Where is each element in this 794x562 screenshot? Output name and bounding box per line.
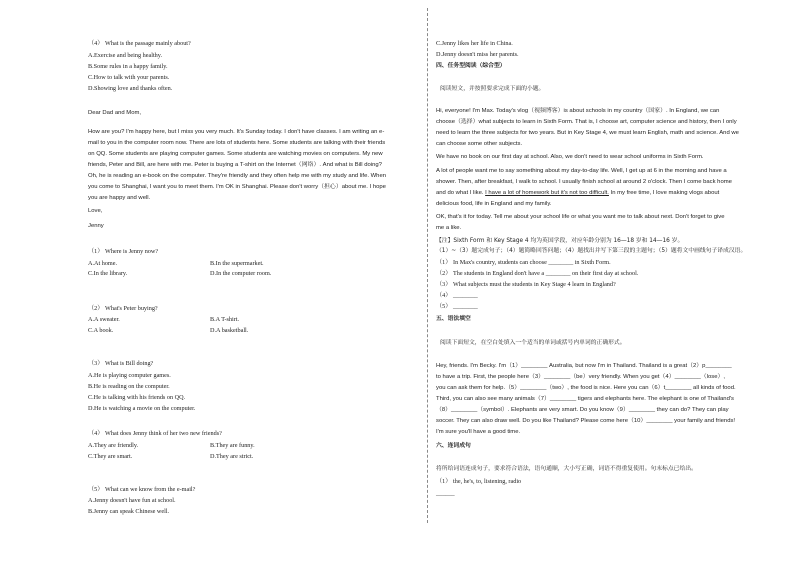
passage-line: A lot of people want me to say something about my day-to-day life. Well, I get up at 6 in the morning and have a <box>436 168 727 174</box>
cloze-line: I'm sure you'll have a good time. <box>436 429 521 435</box>
option-row <box>88 316 418 323</box>
option: D.Jenny doesn't miss her parents. <box>436 51 519 58</box>
cloze-line: Hey, friends. I'm Becky. I'm（1）________ Australia, but now I'm in Thailand. Thailand is a great（2）p________ <box>436 363 732 369</box>
passage-line: Hi, everyone! I'm Max. Today's vlog（视频博客）is about schools in my country（国家）. In England, we can <box>436 108 720 114</box>
answer-blank: ______ <box>436 490 455 497</box>
task-item: （5） ________ <box>436 303 478 310</box>
question-title: （5） What can we know from the e-mail? <box>88 486 196 493</box>
question-title: （2） What's Peter buying? <box>88 305 158 312</box>
letter-line: friends, Peter and Bill, are here with me. Peter is buying a T-shirt on the Internet（网络）. And what is Bill doing? <box>88 162 382 168</box>
section-title: 六、连词成句 <box>436 443 471 449</box>
task-item: （4） ________ <box>436 292 478 299</box>
option: C.Jenny likes her life in China. <box>436 40 513 47</box>
section-title: 四、任务型阅读（综合型） <box>436 63 506 69</box>
sentence-item: （1） the, he's, to, listening, radio <box>436 478 522 485</box>
option: D.A basketball. <box>210 327 249 334</box>
cloze-line: to have a trip. First, the people here（3）________（be）very friendly. When you get（4）________（lose）, <box>436 374 726 380</box>
option-row <box>88 453 418 460</box>
option: A.At home. <box>88 260 118 267</box>
column-divider <box>427 8 428 523</box>
cloze-line: soccer. They can also draw well. Do you like Thailand? Please come here（10）________ your family and friends! <box>436 418 736 424</box>
question-title: （4） What does Jenny think of her two new friends? <box>88 430 222 437</box>
cloze-line: （8）________（symbol）. Elephants are very smart. Do you know（9）________ they can do? They can play <box>436 407 729 413</box>
passage-text: and do what I like. <box>436 190 484 196</box>
passage-line: need to learn the three subjects for two years. But in Key Stage 4, we must learn English, math and science. And we <box>436 130 739 136</box>
passage-line: OK, that's it for today. Tell me about your school life or what you want me to talk about next. Don't forget to give <box>436 214 725 220</box>
option: D.He is watching a movie on the computer. <box>88 405 196 412</box>
task-item: （1） In Max's country, students can choose ________ in Sixth Form. <box>436 259 611 266</box>
letter-line: How are you? I'm happy here, but I miss you very much. It's Sunday today. I don't have classes. I am writing an e- <box>88 129 385 135</box>
option: C.They are smart. <box>88 453 133 460</box>
option-row <box>88 327 418 334</box>
option: A.A sweater. <box>88 316 120 323</box>
option-row <box>88 442 418 449</box>
passage-line: choose（选择）what subjects to learn in Sixth Form. That is, I choose art, computer science and history, then I only <box>436 119 737 125</box>
option: B.They are funny. <box>210 442 255 449</box>
option-row <box>88 260 418 267</box>
option: A.They are friendly. <box>88 442 139 449</box>
option: B.In the supermarket. <box>210 260 264 267</box>
option: A.He is playing computer games. <box>88 372 171 379</box>
section-instructions: 将所给词语连成句子，要求符合语法，语句通顺，大小写正确，词语不得重复使用。句末标点已给出。 <box>436 466 697 472</box>
option: D.Showing love and thanks often. <box>88 85 173 92</box>
letter-line: you are happy and well. <box>88 195 151 201</box>
option: B.A T-shirt. <box>210 316 240 323</box>
question-title: （1） Where is Jenny now? <box>88 248 159 255</box>
passage-line: delicious food, life in England and my family. <box>436 201 552 207</box>
section-title: 五、语法填空 <box>436 316 471 322</box>
passage-text: In my free time, I love making vlogs about <box>610 190 720 196</box>
letter-greeting: Dear Dad and Mom, <box>88 110 142 116</box>
cloze-line: you can ask them for help.（5）________（two）, the food is nice. Here you can（6）t________ all kinds of food. <box>436 385 736 391</box>
passage-line: me a like. <box>436 225 462 231</box>
option: C.He is talking with his friends on QQ. <box>88 394 186 401</box>
section-instructions: 阅读下面短文，在空白处填入一个适当的单词或括号内单词的正确形式。 <box>440 340 626 346</box>
option: C.How to talk with your parents. <box>88 74 170 81</box>
question-title: （3） What is Bill doing? <box>88 360 154 367</box>
letter-line: you come to Shanghai, I want you to meet them. I'm OK in Shanghai. Please don't worry（担心）about me. I hope <box>88 184 386 190</box>
letter-signature: Jenny <box>88 223 104 229</box>
option: A.Jenny doesn't have fun at school. <box>88 497 176 504</box>
section-instructions: 阅读短文，并按照要求完成下面的小题。 <box>440 86 545 92</box>
letter-line: on QQ. Some students are playing computer games. Some students are watching movies on computers. My new <box>88 151 383 157</box>
cloze-line: Third, you can also see many animals（7）________ tigers and elephants here. The elephant is one of Thailand's <box>436 396 734 402</box>
note: 【注】Sixth Form 和 Key Stage 4 均为英国学段，对应年龄分别为 16—18 岁和 14—16 岁。 <box>436 238 684 244</box>
option: D.They are strict. <box>210 453 254 460</box>
option: B.Jenny can speak Chinese well. <box>88 508 170 515</box>
option: C.A book. <box>88 327 114 334</box>
passage-line: We have no book on our first day at school. Also, we don't need to wear school uniforms in Sixth Form. <box>436 154 704 160</box>
passage-line <box>436 190 719 197</box>
task-instructions: （1）~（3）题完成句子；（4）题简略回答问题；（4）题找出并写下第三段的主题句；（5）题将文中画线句子译成汉语。 <box>436 248 747 254</box>
option-row <box>88 270 418 277</box>
option: B.Some rules in a happy family. <box>88 63 168 70</box>
letter-closing: Love, <box>88 208 103 214</box>
task-item: （2） The students in England don't have a ________ on their first day at school. <box>436 270 639 277</box>
question-title: （4） What is the passage mainly about? <box>88 40 191 47</box>
letter-line: Oh, he is reading an e-book on the computer. They're friendly and they often help me with my study and life. When <box>88 173 387 179</box>
option: A.Exercise and being healthy. <box>88 52 162 59</box>
task-item: （3） What subjects must the students in Key Stage 4 learn in England? <box>436 281 616 288</box>
letter-line: mail to you in the computer room now. There are lots of students here. Some students are talking with their friends <box>88 140 386 146</box>
underlined-sentence: I have a lot of homework but it's not too difficult. <box>485 190 609 196</box>
option: D.In the computer room. <box>210 270 272 277</box>
option: C.In the library. <box>88 270 128 277</box>
passage-line: can choose some other subjects. <box>436 141 523 147</box>
passage-line: shower. Then, after breakfast, I walk to school. I usually finish school at around 2 o'clock. Then I come back home <box>436 179 732 185</box>
option: B.He is reading on the computer. <box>88 383 170 390</box>
